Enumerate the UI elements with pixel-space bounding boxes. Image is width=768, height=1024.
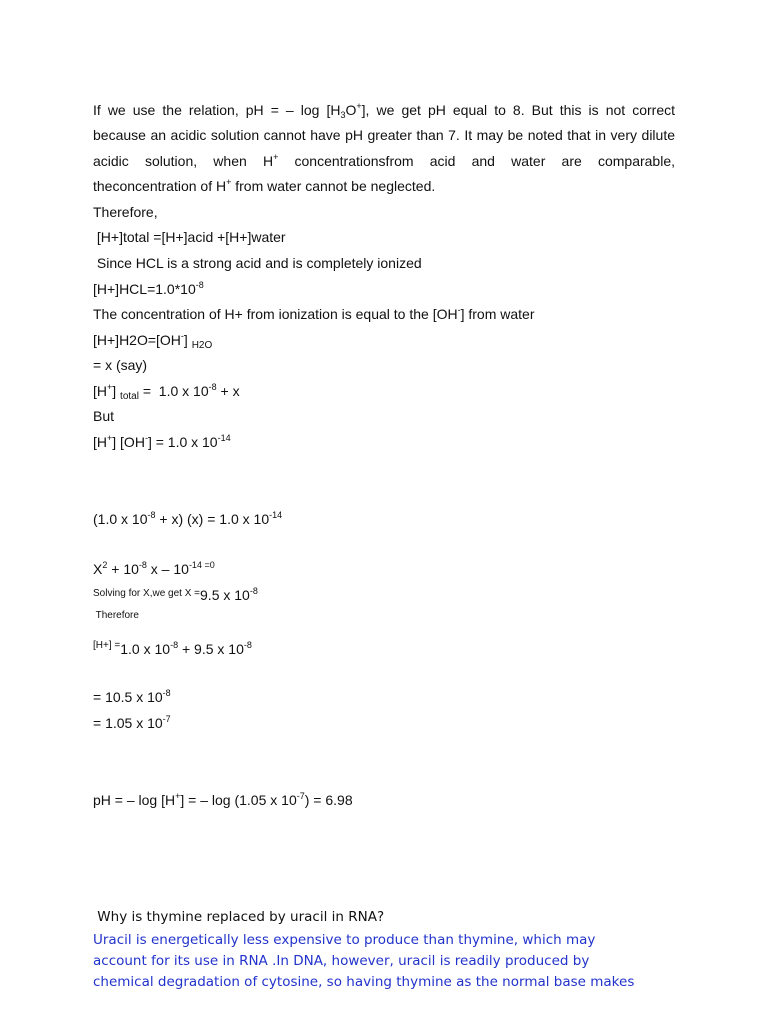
equation-line: $^{Solving for X,we get X =}$9.5 x $10^{-8}$ <box>93 586 258 603</box>
therefore-text: Therefore, <box>93 204 158 220</box>
paragraph-line: theconcentration of H+ from water cannot be neglected. <box>93 177 436 194</box>
equation-line: [H+]total =[H+]acid +[H+]water <box>93 229 286 245</box>
question-heading: Why is thymine replaced by uracil in RNA? <box>93 909 385 925</box>
equation-line: $^{[H+] =}$1.0 x $10^{-8} + 9.5$ x $10^{-8}$ <box>93 640 252 657</box>
equation-line: pH = – log [H+] = – log (1.05 x $10^{-7}) = 6.98$ <box>93 791 353 808</box>
answer-line: account for its use in RNA .In DNA, however, uracil is readily produced by <box>93 953 590 969</box>
equation-line: = 10.5 x $10^{-8}$ <box>93 688 171 705</box>
equation-line: [H+]H2O=[OH-] $_{H2O}$ <box>93 331 213 351</box>
text-line: Since HCL is a strong acid and is completely ionized <box>93 255 422 271</box>
text-line: But <box>93 408 115 424</box>
text-line: The concentration of H+ from ionization is equal to the [OH-] from water <box>93 305 535 322</box>
equation-line: [H+] $_{total}$ = 1.0 x $10^{-8} + x$ <box>93 382 240 402</box>
paragraph-line: If we use the relation, pH = – $\log [H_3O^+]$, we get pH equal to 8. But this is not correct <box>93 101 675 120</box>
equation-line: = 1.05 x $10^{-7}$ <box>93 714 171 731</box>
text-line: Therefore <box>93 610 139 621</box>
equation-line: $[H+]HCL=1.0*10^{-8}$ <box>93 280 204 297</box>
paragraph-line: because an acidic solution cannot have pH greater than 7. It may be noted that in very dilute <box>93 127 675 143</box>
equation-line: = x (say) <box>93 357 148 373</box>
paragraph-line: acidic solution, when H+ concentrationsfrom acid and water are comparable, <box>93 152 676 169</box>
equation-line: (1.0 x $10^{-8} + x$) (x) = 1.0 x $10^{-14}$ <box>93 510 283 527</box>
answer-line: chemical degradation of cytosine, so having thymine as the normal base makes <box>93 974 635 990</box>
equation-line: $X^2 + 10^{-8}$ x – $10^{-14 =0}$ <box>93 560 215 577</box>
answer-line: Uracil is energetically less expensive to produce than thymine, which may <box>93 932 596 948</box>
equation-line: [H+] [OH-] = 1.0 x $10^{-14}$ <box>93 433 231 450</box>
